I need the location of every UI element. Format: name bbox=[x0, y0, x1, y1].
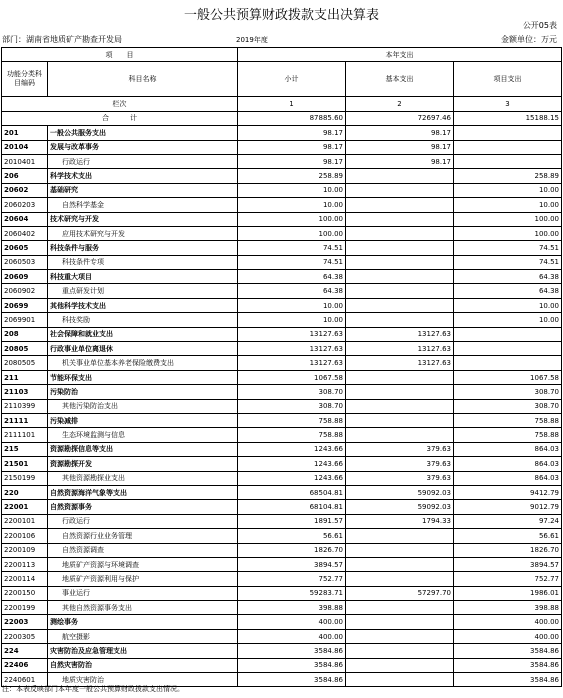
col-number-3: 3 bbox=[454, 97, 562, 111]
row-basic: 59092.03 bbox=[346, 485, 454, 499]
row-basic bbox=[346, 385, 454, 399]
row-subtotal: 1067.58 bbox=[238, 370, 346, 384]
row-subtotal: 3584.86 bbox=[238, 673, 346, 687]
row-code: 220 bbox=[2, 485, 48, 499]
table-row bbox=[2, 284, 562, 298]
table-row bbox=[2, 241, 562, 255]
row-basic bbox=[346, 413, 454, 427]
row-subtotal: 398.88 bbox=[238, 601, 346, 615]
table-row bbox=[2, 370, 562, 384]
row-code: 201 bbox=[2, 126, 48, 140]
row-project: 100.00 bbox=[454, 212, 562, 226]
row-name: 技术研究与开发 bbox=[48, 212, 238, 226]
row-code: 2069901 bbox=[2, 313, 48, 327]
row-basic bbox=[346, 615, 454, 629]
row-name: 科学技术支出 bbox=[48, 169, 238, 183]
row-code: 20805 bbox=[2, 342, 48, 356]
row-subtotal: 1243.66 bbox=[238, 442, 346, 456]
header-basic: 基本支出 bbox=[346, 62, 454, 97]
header-subtotal: 小计 bbox=[238, 62, 346, 97]
row-code: 20699 bbox=[2, 298, 48, 312]
row-name: 基础研究 bbox=[48, 183, 238, 197]
row-project: 758.88 bbox=[454, 428, 562, 442]
row-basic: 1794.33 bbox=[346, 514, 454, 528]
row-name: 应用技术研究与开发 bbox=[48, 226, 238, 240]
header-item: 项 目 bbox=[2, 48, 238, 62]
table-row bbox=[2, 428, 562, 442]
row-code: 2060503 bbox=[2, 255, 48, 269]
row-subtotal: 100.00 bbox=[238, 226, 346, 240]
row-code: 2110399 bbox=[2, 399, 48, 413]
row-project: 9412.79 bbox=[454, 485, 562, 499]
row-basic bbox=[346, 529, 454, 543]
row-code: 215 bbox=[2, 442, 48, 456]
row-subtotal: 64.38 bbox=[238, 270, 346, 284]
row-subtotal: 3584.86 bbox=[238, 658, 346, 672]
row-project: 56.61 bbox=[454, 529, 562, 543]
row-basic bbox=[346, 169, 454, 183]
row-code: 21111 bbox=[2, 413, 48, 427]
row-name: 地质灾害防治 bbox=[48, 673, 238, 687]
row-code: 2060203 bbox=[2, 198, 48, 212]
footnote: 注：本表反映部门本年度一般公共预算财政拨款支出情况。 bbox=[2, 685, 184, 693]
table-row bbox=[2, 457, 562, 471]
row-name: 地质矿产资源与环境调查 bbox=[48, 557, 238, 571]
row-basic bbox=[346, 629, 454, 643]
row-subtotal: 758.88 bbox=[238, 413, 346, 427]
row-basic bbox=[346, 298, 454, 312]
total-label: 合 计 bbox=[2, 111, 238, 125]
row-subtotal: 13127.63 bbox=[238, 327, 346, 341]
row-name: 资源勘探信息等支出 bbox=[48, 442, 238, 456]
row-code: 20609 bbox=[2, 270, 48, 284]
row-basic bbox=[346, 284, 454, 298]
table-row bbox=[2, 169, 562, 183]
row-name: 自然科学基金 bbox=[48, 198, 238, 212]
row-subtotal: 3584.86 bbox=[238, 644, 346, 658]
row-name: 科技条件与服务 bbox=[48, 241, 238, 255]
row-subtotal: 74.51 bbox=[238, 255, 346, 269]
header-rowtype: 栏次 bbox=[2, 97, 238, 111]
row-subtotal: 98.17 bbox=[238, 154, 346, 168]
row-name: 自然资源行业业务管理 bbox=[48, 529, 238, 543]
row-subtotal: 98.17 bbox=[238, 126, 346, 140]
row-name: 自然灾害防治 bbox=[48, 658, 238, 672]
row-project: 64.38 bbox=[454, 270, 562, 284]
department-label: 部门：湖南省地质矿产勘查开发局 bbox=[2, 35, 122, 44]
row-project: 10.00 bbox=[454, 313, 562, 327]
table-row bbox=[2, 270, 562, 284]
row-project: 308.70 bbox=[454, 399, 562, 413]
row-name: 行政事业单位离退休 bbox=[48, 342, 238, 356]
row-project bbox=[454, 126, 562, 140]
row-project: 3584.86 bbox=[454, 644, 562, 658]
total-subtotal: 87885.60 bbox=[238, 111, 346, 125]
expenditure-table bbox=[1, 47, 562, 687]
row-code: 2240601 bbox=[2, 673, 48, 687]
table-row bbox=[2, 385, 562, 399]
row-basic bbox=[346, 543, 454, 557]
row-subtotal: 308.70 bbox=[238, 385, 346, 399]
row-project: 400.00 bbox=[454, 629, 562, 643]
row-basic: 379.63 bbox=[346, 442, 454, 456]
row-project: 864.03 bbox=[454, 471, 562, 485]
row-name: 生态环境监测与信息 bbox=[48, 428, 238, 442]
row-basic bbox=[346, 212, 454, 226]
row-basic bbox=[346, 270, 454, 284]
row-project bbox=[454, 356, 562, 370]
row-project: 100.00 bbox=[454, 226, 562, 240]
row-basic: 13127.63 bbox=[346, 342, 454, 356]
row-basic: 98.17 bbox=[346, 140, 454, 154]
row-project: 1826.70 bbox=[454, 543, 562, 557]
row-project: 97.24 bbox=[454, 514, 562, 528]
row-subtotal: 13127.63 bbox=[238, 356, 346, 370]
row-subtotal: 10.00 bbox=[238, 183, 346, 197]
row-name: 其他自然资源事务支出 bbox=[48, 601, 238, 615]
row-subtotal: 1826.70 bbox=[238, 543, 346, 557]
row-name: 科技奖励 bbox=[48, 313, 238, 327]
row-name: 社会保障和就业支出 bbox=[48, 327, 238, 341]
header-code: 功能分类科目编码 bbox=[2, 62, 48, 97]
row-basic: 98.17 bbox=[346, 126, 454, 140]
table-row bbox=[2, 615, 562, 629]
row-code: 2200106 bbox=[2, 529, 48, 543]
row-project: 10.00 bbox=[454, 183, 562, 197]
row-basic: 98.17 bbox=[346, 154, 454, 168]
table-row bbox=[2, 298, 562, 312]
table-row bbox=[2, 212, 562, 226]
row-basic: 59092.03 bbox=[346, 500, 454, 514]
row-code: 2200150 bbox=[2, 586, 48, 600]
row-subtotal: 400.00 bbox=[238, 629, 346, 643]
row-basic bbox=[346, 557, 454, 571]
row-project: 758.88 bbox=[454, 413, 562, 427]
row-name: 自然资源事务 bbox=[48, 500, 238, 514]
fiscal-year: 2019年度 bbox=[236, 36, 268, 44]
row-code: 2200199 bbox=[2, 601, 48, 615]
row-subtotal: 1243.66 bbox=[238, 457, 346, 471]
row-code: 22003 bbox=[2, 615, 48, 629]
row-project: 308.70 bbox=[454, 385, 562, 399]
row-subtotal: 3894.57 bbox=[238, 557, 346, 571]
row-project bbox=[454, 140, 562, 154]
table-row bbox=[2, 586, 562, 600]
row-subtotal: 98.17 bbox=[238, 140, 346, 154]
row-basic bbox=[346, 198, 454, 212]
row-subtotal: 100.00 bbox=[238, 212, 346, 226]
row-code: 224 bbox=[2, 644, 48, 658]
total-project: 15188.15 bbox=[454, 111, 562, 125]
row-project: 1067.58 bbox=[454, 370, 562, 384]
row-code: 21501 bbox=[2, 457, 48, 471]
row-project bbox=[454, 342, 562, 356]
row-subtotal: 758.88 bbox=[238, 428, 346, 442]
table-row bbox=[2, 658, 562, 672]
form-number: 公开05表 bbox=[522, 21, 557, 30]
row-name: 灾害防治及应急管理支出 bbox=[48, 644, 238, 658]
row-code: 21103 bbox=[2, 385, 48, 399]
table-row bbox=[2, 154, 562, 168]
row-name: 一般公共服务支出 bbox=[48, 126, 238, 140]
table-row bbox=[2, 500, 562, 514]
row-project: 10.00 bbox=[454, 198, 562, 212]
row-basic bbox=[346, 313, 454, 327]
row-code: 2080505 bbox=[2, 356, 48, 370]
header-project: 项目支出 bbox=[454, 62, 562, 97]
row-code: 2060902 bbox=[2, 284, 48, 298]
row-code: 2010401 bbox=[2, 154, 48, 168]
table-row bbox=[2, 442, 562, 456]
row-basic bbox=[346, 399, 454, 413]
row-name: 污染减排 bbox=[48, 413, 238, 427]
row-name: 航空摄影 bbox=[48, 629, 238, 643]
table-row bbox=[2, 485, 562, 499]
row-name: 自然资源调查 bbox=[48, 543, 238, 557]
row-basic bbox=[346, 658, 454, 672]
row-code: 22001 bbox=[2, 500, 48, 514]
row-code: 20605 bbox=[2, 241, 48, 255]
table-row bbox=[2, 356, 562, 370]
row-basic: 13127.63 bbox=[346, 356, 454, 370]
header-name: 科目名称 bbox=[48, 62, 238, 97]
row-subtotal: 1891.57 bbox=[238, 514, 346, 528]
row-project: 3894.57 bbox=[454, 557, 562, 571]
row-project: 74.51 bbox=[454, 241, 562, 255]
row-code: 22406 bbox=[2, 658, 48, 672]
row-subtotal: 308.70 bbox=[238, 399, 346, 413]
row-name: 机关事业单位基本养老保险缴费支出 bbox=[48, 356, 238, 370]
table-row bbox=[2, 629, 562, 643]
row-code: 2200113 bbox=[2, 557, 48, 571]
row-subtotal: 64.38 bbox=[238, 284, 346, 298]
row-name: 地质矿产资源利用与保护 bbox=[48, 572, 238, 586]
row-name: 科技条件专项 bbox=[48, 255, 238, 269]
header-actual: 本年支出 bbox=[238, 48, 562, 62]
row-basic bbox=[346, 226, 454, 240]
row-project: 1986.01 bbox=[454, 586, 562, 600]
table-row bbox=[2, 226, 562, 240]
table-row bbox=[2, 342, 562, 356]
col-number-2: 2 bbox=[346, 97, 454, 111]
row-code: 2111101 bbox=[2, 428, 48, 442]
col-number-1: 1 bbox=[238, 97, 346, 111]
row-project: 3584.86 bbox=[454, 673, 562, 687]
row-project: 9012.79 bbox=[454, 500, 562, 514]
row-subtotal: 56.61 bbox=[238, 529, 346, 543]
row-subtotal: 68104.81 bbox=[238, 500, 346, 514]
row-code: 2060402 bbox=[2, 226, 48, 240]
row-code: 20604 bbox=[2, 212, 48, 226]
row-subtotal: 68504.81 bbox=[238, 485, 346, 499]
row-code: 20602 bbox=[2, 183, 48, 197]
table-row bbox=[2, 644, 562, 658]
table-row bbox=[2, 183, 562, 197]
row-project: 752.77 bbox=[454, 572, 562, 586]
row-name: 行政运行 bbox=[48, 514, 238, 528]
amount-unit: 金额单位：万元 bbox=[501, 35, 557, 44]
row-subtotal: 74.51 bbox=[238, 241, 346, 255]
table-row bbox=[2, 557, 562, 571]
table-row bbox=[2, 126, 562, 140]
row-project bbox=[454, 327, 562, 341]
row-name: 其他科学技术支出 bbox=[48, 298, 238, 312]
row-basic bbox=[346, 601, 454, 615]
row-code: 2200101 bbox=[2, 514, 48, 528]
row-subtotal: 752.77 bbox=[238, 572, 346, 586]
row-name: 资源勘探开发 bbox=[48, 457, 238, 471]
row-project: 400.00 bbox=[454, 615, 562, 629]
table-row bbox=[2, 601, 562, 615]
row-subtotal: 10.00 bbox=[238, 313, 346, 327]
row-basic bbox=[346, 370, 454, 384]
row-code: 206 bbox=[2, 169, 48, 183]
table-row bbox=[2, 198, 562, 212]
row-project bbox=[454, 154, 562, 168]
table-row bbox=[2, 514, 562, 528]
row-project: 3584.86 bbox=[454, 658, 562, 672]
row-code: 208 bbox=[2, 327, 48, 341]
total-row bbox=[2, 111, 562, 125]
table-row bbox=[2, 471, 562, 485]
row-subtotal: 400.00 bbox=[238, 615, 346, 629]
table-row bbox=[2, 255, 562, 269]
row-project: 64.38 bbox=[454, 284, 562, 298]
table-row bbox=[2, 413, 562, 427]
table-row bbox=[2, 313, 562, 327]
row-name: 自然资源海洋气象等支出 bbox=[48, 485, 238, 499]
row-basic: 13127.63 bbox=[346, 327, 454, 341]
row-subtotal: 1243.66 bbox=[238, 471, 346, 485]
table-row bbox=[2, 399, 562, 413]
table-row bbox=[2, 327, 562, 341]
row-project: 74.51 bbox=[454, 255, 562, 269]
row-basic bbox=[346, 183, 454, 197]
row-project: 864.03 bbox=[454, 442, 562, 456]
row-subtotal: 258.89 bbox=[238, 169, 346, 183]
row-subtotal: 10.00 bbox=[238, 298, 346, 312]
row-basic bbox=[346, 241, 454, 255]
row-basic: 379.63 bbox=[346, 471, 454, 485]
row-subtotal: 10.00 bbox=[238, 198, 346, 212]
row-basic: 57297.70 bbox=[346, 586, 454, 600]
row-basic bbox=[346, 644, 454, 658]
row-name: 科技重大项目 bbox=[48, 270, 238, 284]
row-name: 测绘事务 bbox=[48, 615, 238, 629]
row-code: 211 bbox=[2, 370, 48, 384]
table-row bbox=[2, 529, 562, 543]
row-name: 事业运行 bbox=[48, 586, 238, 600]
row-name: 重点研发计划 bbox=[48, 284, 238, 298]
row-name: 其他资源勘探业支出 bbox=[48, 471, 238, 485]
row-name: 污染防治 bbox=[48, 385, 238, 399]
row-code: 2200109 bbox=[2, 543, 48, 557]
row-subtotal: 59283.71 bbox=[238, 586, 346, 600]
row-basic bbox=[346, 673, 454, 687]
table-row bbox=[2, 572, 562, 586]
row-name: 其他污染防治支出 bbox=[48, 399, 238, 413]
row-basic bbox=[346, 428, 454, 442]
row-project: 398.88 bbox=[454, 601, 562, 615]
row-name: 发展与改革事务 bbox=[48, 140, 238, 154]
row-code: 2150199 bbox=[2, 471, 48, 485]
table-row bbox=[2, 543, 562, 557]
row-subtotal: 13127.63 bbox=[238, 342, 346, 356]
row-code: 2200305 bbox=[2, 629, 48, 643]
row-project: 10.00 bbox=[454, 298, 562, 312]
row-code: 2200114 bbox=[2, 572, 48, 586]
row-project: 864.03 bbox=[454, 457, 562, 471]
row-basic: 379.63 bbox=[346, 457, 454, 471]
row-basic bbox=[346, 572, 454, 586]
row-project: 258.89 bbox=[454, 169, 562, 183]
table-row bbox=[2, 140, 562, 154]
total-basic: 72697.46 bbox=[346, 111, 454, 125]
row-name: 行政运行 bbox=[48, 154, 238, 168]
row-name: 节能环保支出 bbox=[48, 370, 238, 384]
row-code: 20104 bbox=[2, 140, 48, 154]
page-title: 一般公共预算财政拨款支出决算表 bbox=[183, 8, 379, 23]
row-basic bbox=[346, 255, 454, 269]
